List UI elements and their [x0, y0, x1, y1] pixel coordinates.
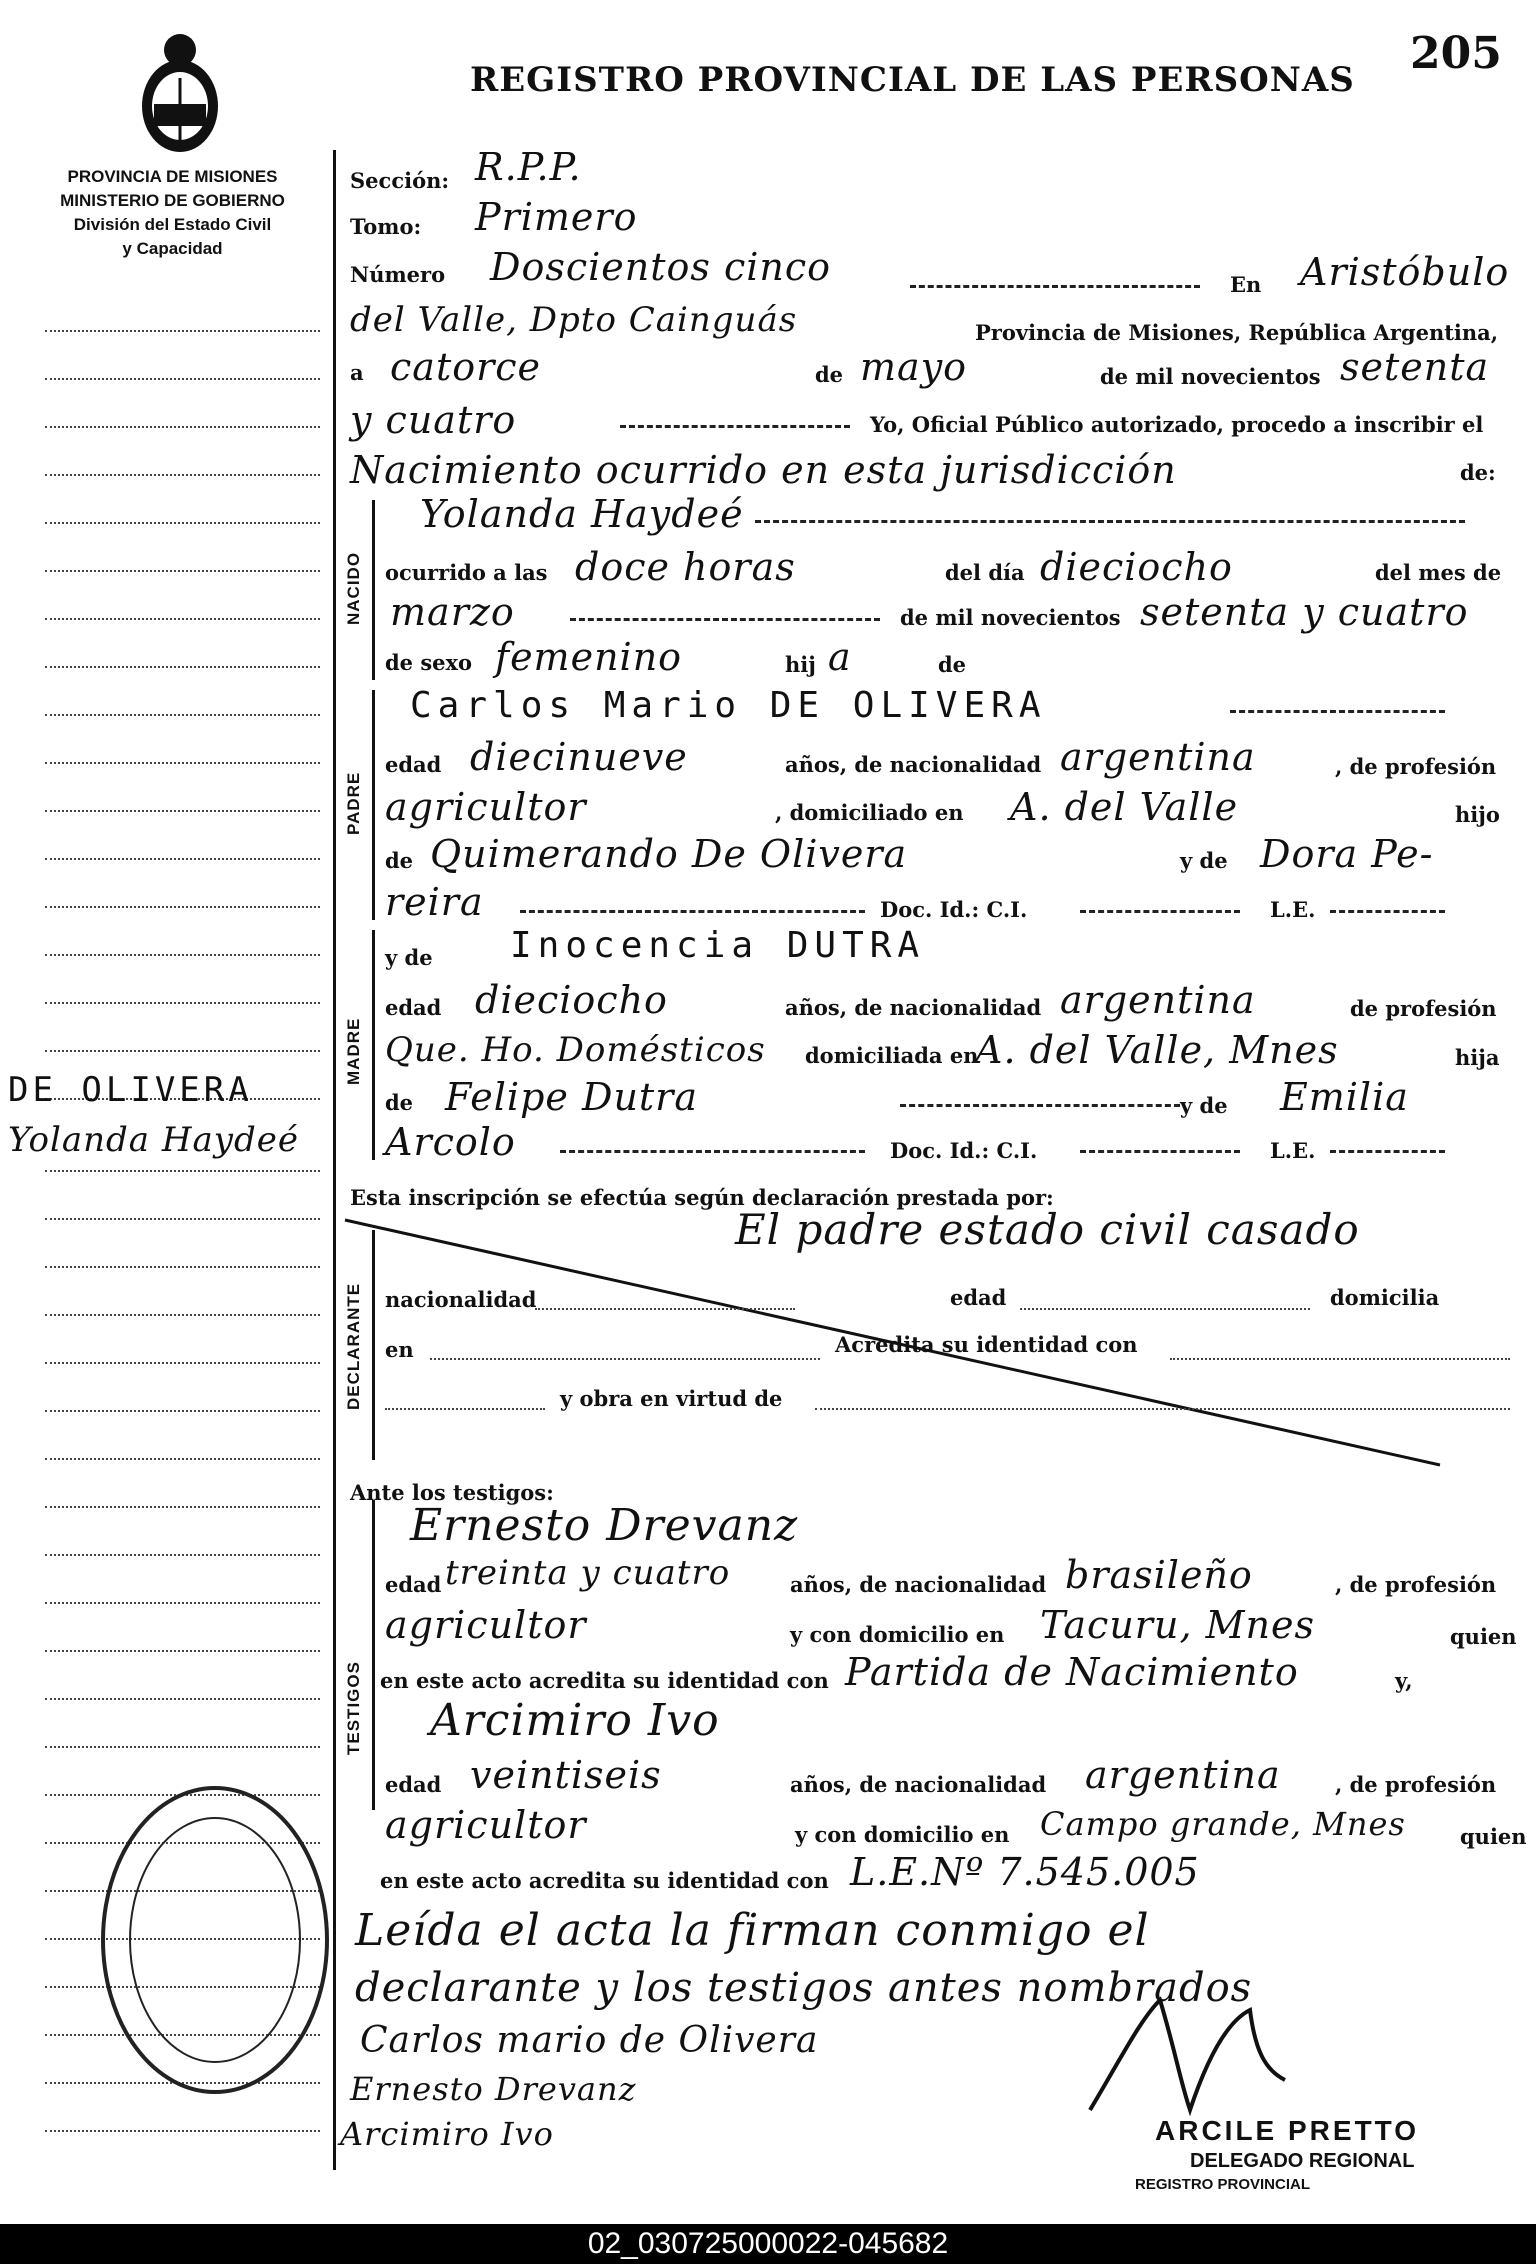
stamp-office: REGISTRO PROVINCIAL: [1135, 2176, 1311, 2193]
value-t2-doc: L.E.Nº 7.545.005: [850, 1850, 1200, 1894]
label-anos-nac2: años, de nacionalidad: [785, 995, 1042, 1020]
value-testigo2: Arcimiro Ivo: [430, 1695, 720, 1746]
stamp-name: ARCILE PRETTO: [1155, 2115, 1420, 2146]
label-yo: Yo, Oficial Público autorizado, procedo a inscribir el: [870, 412, 1484, 437]
division-label: División del Estado Civil: [73, 215, 272, 234]
label-en2: en: [385, 1337, 414, 1362]
value-seccion: R.P.P.: [475, 145, 582, 189]
label-quien2: quien: [1460, 1824, 1527, 1849]
label-nacido: NACIDO: [344, 551, 363, 625]
value-padre-madre1: Dora Pe-: [1260, 832, 1434, 876]
label-profesion4: , de profesión: [1335, 1772, 1497, 1797]
value-testigo1: Ernesto Drevanz: [410, 1500, 799, 1551]
label-nacionalidad: nacionalidad: [385, 1287, 537, 1312]
label-domiciliada: domiciliada en: [805, 1043, 979, 1068]
madre-border: [372, 930, 375, 1160]
coat-of-arms-icon: [135, 28, 225, 158]
label-edad4: edad: [385, 1572, 442, 1597]
document-title: REGISTRO PROVINCIAL DE LAS PERSONAS: [470, 60, 1355, 100]
value-declarante: El padre estado civil casado: [735, 1205, 1360, 1254]
value-padre: Carlos Mario DE OLIVERA: [410, 685, 1047, 726]
label-de3: de: [385, 848, 414, 873]
label-provincia: Provincia de Misiones, República Argentina,: [975, 320, 1499, 345]
label-esta-inscripcion: Esta inscripción se efectúa según declaración prestada por:: [350, 1185, 1054, 1210]
label-y-de3: y de: [1180, 1093, 1228, 1118]
label-profesion: , de profesión: [1335, 754, 1497, 779]
label-en-este2: en este acto acredita su identidad con: [380, 1868, 829, 1893]
label-anos-nac4: años, de nacionalidad: [790, 1772, 1047, 1797]
value-cierre2: declarante y los testigos antes nombrados: [355, 1965, 1253, 2011]
label-doc: Doc. Id.: C.I.: [880, 897, 1028, 922]
label-edad5: edad: [385, 1772, 442, 1797]
margin-surname: DE OLIVERA: [8, 1070, 253, 1110]
label-declarante: DECLARANTE: [344, 1282, 363, 1410]
value-madre-prof: Que. Ho. Domésticos: [385, 1030, 766, 1070]
label-con-domicilio2: y con domicilio en: [795, 1822, 1010, 1847]
label-de: de: [815, 362, 844, 387]
margin-names: Yolanda Haydeé: [8, 1120, 299, 1160]
value-dia-nac: dieciocho: [1040, 545, 1233, 589]
label-le2: L.E.: [1270, 1138, 1316, 1163]
value-nombre: Yolanda Haydeé: [420, 492, 744, 536]
value-lugar2: del Valle, Dpto Cainguás: [350, 300, 798, 340]
value-padre-prof: agricultor: [385, 785, 587, 829]
value-madre-edad: dieciocho: [475, 978, 668, 1022]
division-label-2: y Capacidad: [122, 239, 223, 258]
value-ano2: y cuatro: [350, 398, 517, 442]
value-madre: Inocencia DUTRA: [510, 925, 926, 966]
label-de-mil: de mil novecientos: [1100, 364, 1321, 389]
label-quien: quien: [1450, 1624, 1517, 1649]
label-domiciliado: , domiciliado en: [775, 800, 964, 825]
label-en-este: en este acto acredita su identidad con: [380, 1668, 829, 1693]
label-edad: edad: [385, 752, 442, 777]
label-de4: de: [385, 1090, 414, 1115]
label-padre: PADRE: [344, 771, 363, 835]
label-y: y,: [1395, 1668, 1413, 1693]
value-madre-madre2: Arcolo: [385, 1120, 516, 1164]
label-sexo: de sexo: [385, 650, 473, 675]
value-t1-prof: agricultor: [385, 1603, 587, 1647]
label-tomo: Tomo:: [350, 214, 422, 239]
nacido-border: [372, 500, 375, 680]
label-doc2: Doc. Id.: C.I.: [890, 1138, 1038, 1163]
value-ano1: setenta: [1340, 345, 1490, 389]
value-padre-madre2: reira: [385, 880, 484, 924]
value-cierre1: Leída el acta la firman conmigo el: [355, 1905, 1150, 1956]
label-hijo: hijo: [1455, 802, 1500, 827]
label-domicilia: domicilia: [1330, 1285, 1440, 1310]
ministry-label: MINISTERIO DE GOBIERNO: [60, 191, 285, 210]
label-del-dia: del día: [945, 560, 1025, 585]
label-edad3: edad: [950, 1285, 1007, 1310]
signature-declarante: Carlos mario de Olivera: [360, 2020, 819, 2061]
value-ano-nac: setenta y cuatro: [1140, 590, 1469, 634]
province-label: PROVINCIA DE MISIONES: [67, 167, 278, 186]
label-de-colon: de:: [1460, 460, 1496, 485]
label-anos-nac: años, de nacionalidad: [785, 752, 1042, 777]
value-mes-nac: marzo: [390, 590, 515, 634]
official-signature-icon: [1080, 1960, 1300, 2130]
value-madre-dom: A. del Valle, Mnes: [975, 1028, 1339, 1072]
label-numero: Número: [350, 262, 446, 287]
label-profesion3: , de profesión: [1335, 1572, 1497, 1597]
value-numero: Doscientos cinco: [490, 245, 832, 289]
value-tomo: Primero: [475, 195, 638, 239]
label-anos-nac3: años, de nacionalidad: [790, 1572, 1047, 1597]
document-id-bar: 02_030725000022-045682: [0, 2224, 1536, 2264]
label-seccion: Sección:: [350, 168, 450, 193]
value-hij: a: [828, 635, 852, 679]
label-ante: Ante los testigos:: [350, 1480, 554, 1505]
label-en: En: [1230, 272, 1262, 297]
value-dia: catorce: [390, 345, 542, 389]
label-acredita: Acredita su identidad con: [835, 1332, 1138, 1357]
value-t1-dom: Tacuru, Mnes: [1040, 1603, 1315, 1647]
label-hija: hija: [1455, 1045, 1500, 1070]
value-padre-nac: argentina: [1060, 735, 1256, 779]
label-le: L.E.: [1270, 897, 1316, 922]
value-acto: Nacimiento ocurrido en esta jurisdicción: [350, 448, 1177, 492]
signature-testigo1: Ernesto Drevanz: [350, 2070, 637, 2108]
value-padre-padre: Quimerando De Olivera: [430, 832, 908, 876]
value-mes: mayo: [860, 345, 968, 389]
label-con-domicilio: y con domicilio en: [790, 1622, 1005, 1647]
page-number: 205: [1410, 28, 1502, 79]
value-sexo: femenino: [495, 635, 683, 679]
value-t1-doc: Partida de Nacimiento: [845, 1650, 1299, 1694]
label-testigos: TESTIGOS: [344, 1661, 363, 1755]
label-ocurrido: ocurrido a las: [385, 560, 548, 585]
value-hora: doce horas: [575, 545, 796, 589]
value-t2-nac: argentina: [1085, 1753, 1281, 1797]
padre-border: [372, 690, 375, 920]
value-t1-nac: brasileño: [1065, 1553, 1253, 1597]
value-madre-padre: Felipe Dutra: [445, 1075, 699, 1119]
issuer-block: [20, 165, 325, 261]
value-padre-dom: A. del Valle: [1010, 785, 1239, 829]
value-t2-prof: agricultor: [385, 1803, 587, 1847]
value-t2-edad: veintiseis: [470, 1753, 662, 1797]
value-t2-dom: Campo grande, Mnes: [1040, 1805, 1406, 1843]
label-edad2: edad: [385, 995, 442, 1020]
label-madre: MADRE: [344, 1017, 363, 1085]
label-del-mes: del mes de: [1375, 560, 1502, 585]
value-lugar1: Aristóbulo: [1300, 250, 1510, 294]
stamp-title: DELEGADO REGIONAL: [1190, 2150, 1415, 2172]
label-obra: y obra en virtud de: [560, 1386, 783, 1411]
label-hij: hij: [785, 652, 816, 677]
label-profesion2: de profesión: [1350, 996, 1497, 1021]
label-y-de2: y de: [385, 945, 433, 970]
value-madre-nac: argentina: [1060, 978, 1256, 1022]
value-t1-edad: treinta y cuatro: [445, 1553, 731, 1593]
signature-testigo2: Arcimiro Ivo: [340, 2115, 554, 2153]
value-padre-edad: diecinueve: [470, 735, 688, 779]
label-de-mil2: de mil novecientos: [900, 605, 1121, 630]
label-y-de: y de: [1180, 848, 1228, 873]
label-a: a: [350, 360, 364, 385]
label-de2: de: [938, 652, 967, 677]
round-seal-icon: [95, 1780, 335, 2100]
value-madre-madre1: Emilia: [1280, 1075, 1409, 1119]
testigos-border: [372, 1500, 375, 1810]
